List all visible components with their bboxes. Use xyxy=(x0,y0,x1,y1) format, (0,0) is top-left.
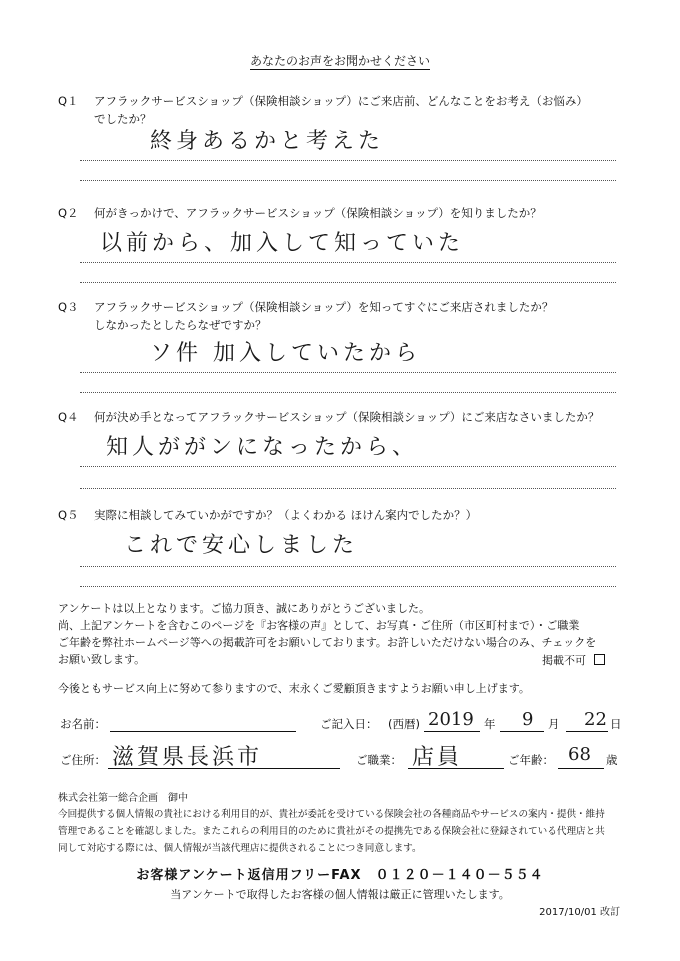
question-number: Q５ xyxy=(58,508,79,522)
question-1 xyxy=(58,92,588,128)
question-5 xyxy=(58,506,477,524)
question-number: Q４ xyxy=(58,410,79,424)
question-text-line2: しなかったとしたらなぜですか？ xyxy=(94,318,267,332)
month-field[interactable] xyxy=(500,731,544,732)
closing-text: アンケートは以上となります。ご協力頂き、誠にありがとうございました。 尚、上記アンケートを含むこのページを『お客様の声』として、お写真・ご住所（市区町村まで）・ご職業 ご年齢を弊社ホームページ等への掲載許可をお願いしております。お許しいただけない場合のみ、チェックを お願い致します。 xyxy=(58,602,597,666)
year-field[interactable] xyxy=(424,731,480,732)
age-label: ご年齢： xyxy=(508,753,554,767)
answer-1: 終身あるかと考えた xyxy=(150,129,385,154)
question-text: 何が決め手となってアフラックサービスショップ（保険相談ショップ）にご来店なさいましたか？ xyxy=(94,410,600,424)
answer-5: これで安心しました xyxy=(124,533,359,558)
day-field[interactable] xyxy=(566,731,608,732)
address-field[interactable] xyxy=(108,768,340,769)
question-3 xyxy=(58,298,553,334)
question-2 xyxy=(58,204,542,222)
answer-line xyxy=(80,392,616,393)
answer-line xyxy=(80,282,616,283)
age-unit: 歳 xyxy=(606,753,618,767)
answer-line xyxy=(80,372,616,373)
answer-line xyxy=(80,566,616,567)
day-value: 22 xyxy=(584,709,607,730)
job-label: ご職業： xyxy=(356,753,402,767)
answer-line xyxy=(80,488,616,489)
answer-line xyxy=(80,586,616,587)
job-field[interactable] xyxy=(408,768,504,769)
no-publish-checkbox[interactable] xyxy=(594,654,605,665)
question-number: Q１ xyxy=(58,94,79,108)
privacy-notice: 当アンケートで取得したお客様の個人情報は厳正に管理いたします。 xyxy=(170,888,510,901)
answer-2: 以前から、加入して知っていた xyxy=(100,231,465,256)
year-value: 2019 xyxy=(428,709,474,730)
address-label: ご住所： xyxy=(60,753,106,767)
answer-3: ソ件 加入していたから xyxy=(150,341,421,366)
month-value: 9 xyxy=(522,709,534,730)
answer-4: 知人ががンになったから、 xyxy=(106,435,419,460)
question-text: 何がきっかけで、アフラックサービスショップ（保険相談ショップ）を知りましたか？ xyxy=(94,206,542,220)
job-value: 店員 xyxy=(412,745,463,770)
page-title: あなたのお声をお聞かせください xyxy=(249,54,430,68)
fax-number: お客様アンケート返信用フリーFAX ０１２０－１４０－５５４ xyxy=(136,868,544,883)
age-field[interactable] xyxy=(558,768,604,769)
age-value: 68 xyxy=(568,744,591,765)
no-publish-label: 掲載不可 xyxy=(542,654,586,667)
revision-date: 2017/10/01 改訂 xyxy=(539,907,620,918)
company-addressee: 株式会社第一総合企画 御中 xyxy=(58,793,188,804)
privacy-statement: 今回提供する個人情報の貴社における利用目的が、貴社が委託を受けている保険会社の各種商品やサービスの案内・提供・維持 管理であることを確認しました。またこれらの利用目的のために貴社がその提携先である保険会社に登録されている代理店と共 同して対応する際には、個人情報が当該代理店に提供されることにつき同意します。 xyxy=(58,809,605,854)
no-publish-checkbox-row[interactable] xyxy=(542,652,605,669)
answer-line xyxy=(80,160,616,161)
question-text: アフラックサービスショップ（保険相談ショップ）にご来店前、どんなことをお考え（お悩み） xyxy=(94,94,588,108)
question-number: Q３ xyxy=(58,300,79,314)
month-unit: 月 xyxy=(548,717,560,731)
answer-line xyxy=(80,262,616,263)
question-4 xyxy=(58,408,599,426)
answer-line xyxy=(80,180,616,181)
date-label: ご記入日： xyxy=(320,717,378,731)
question-text: 実際に相談してみていかがですか？（よくわかる ほけん案内でしたか？） xyxy=(94,508,478,522)
address-value: 滋賀県長浜市 xyxy=(112,745,263,770)
question-text: アフラックサービスショップ（保険相談ショップ）を知ってすぐにご来店されましたか？ xyxy=(94,300,554,314)
closing-thanks: 今後ともサービス向上に努めて参りますので、末永くご愛顧頂きますようお願い申し上げます。 xyxy=(58,682,530,695)
year-unit: 年 xyxy=(484,717,496,731)
question-number: Q２ xyxy=(58,206,79,220)
question-text-line2: でしたか？ xyxy=(94,112,152,126)
answer-line xyxy=(80,466,616,467)
name-field[interactable] xyxy=(110,731,296,732)
day-unit: 日 xyxy=(610,717,622,731)
name-label: お名前： xyxy=(60,717,106,731)
era-label: (西暦) xyxy=(388,717,420,731)
